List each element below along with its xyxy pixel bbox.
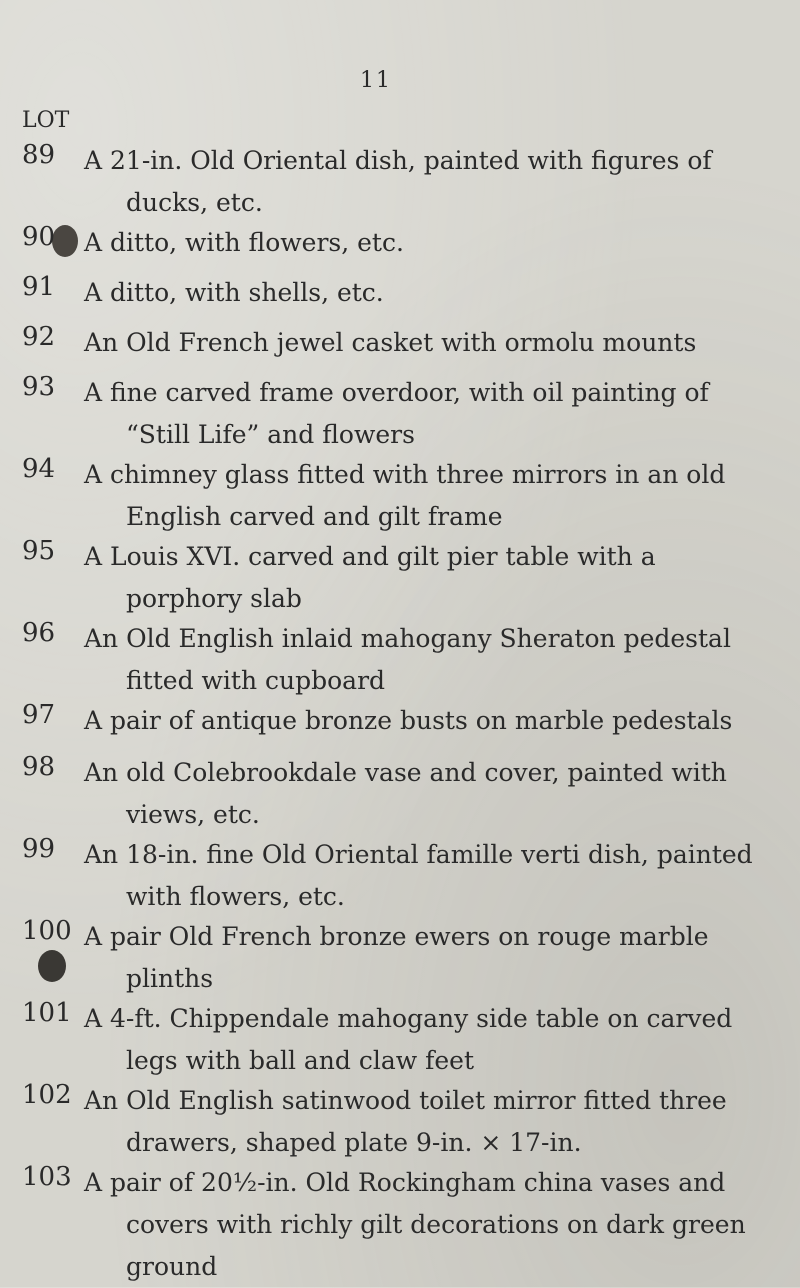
lot-number: 98 <box>22 752 56 782</box>
desc-line: ducks, etc. <box>126 188 263 217</box>
lot-number: 101 <box>22 998 72 1028</box>
lot-description: An Old French jewel casket with ormolu mounts <box>84 328 697 357</box>
lot-number: 92 <box>22 322 56 352</box>
desc-line: drawers, shaped plate 9-in. × 17-in. <box>126 1128 582 1157</box>
desc-line: An 18-in. fine Old Oriental famille verti dish, painted <box>84 840 753 869</box>
lot-number: 97 <box>22 700 56 730</box>
lot-number: 93 <box>22 372 56 402</box>
desc-line: plinths <box>126 964 214 993</box>
desc-line: A 21-in. Old Oriental dish, painted with figures of <box>84 146 712 175</box>
desc-line: A pair of 20½-in. Old Rockingham china vases and <box>84 1168 726 1197</box>
lot-number: 94 <box>22 454 56 484</box>
lot-description <box>84 1162 780 1288</box>
desc-line: A Louis XVI. carved and gilt pier table with a <box>84 542 656 571</box>
lot-description <box>84 1080 780 1164</box>
lot-number: 90 <box>22 222 56 252</box>
lot-description <box>84 998 780 1082</box>
lot-description <box>84 618 770 702</box>
lot-description <box>84 916 780 1000</box>
lot-description <box>84 536 770 620</box>
desc-line: An Old English satinwood toilet mirror fitted three <box>84 1086 727 1115</box>
desc-line: A pair Old French bronze ewers on rouge marble <box>84 922 709 951</box>
desc-line: “Still Life” and flowers <box>126 420 415 449</box>
desc-line: ground <box>126 1252 218 1281</box>
lot-number: 102 <box>22 1080 72 1110</box>
desc-line: views, etc. <box>126 800 260 829</box>
desc-line: covers with richly gilt decorations on dark green <box>126 1210 746 1239</box>
lot-description: A ditto, with shells, etc. <box>84 278 384 307</box>
desc-line: fitted with cupboard <box>126 666 386 695</box>
page-number: 11 <box>360 68 392 93</box>
desc-line: An old Colebrookdale vase and cover, painted with <box>84 758 727 787</box>
lot-description: A pair of antique bronze busts on marble pedestals <box>84 706 733 735</box>
lot-number: 103 <box>22 1162 72 1192</box>
lot-number: 96 <box>22 618 56 648</box>
lot-description: A ditto, with flowers, etc. <box>84 228 404 257</box>
lot-description <box>84 752 770 836</box>
desc-line: English carved and gilt frame <box>126 502 503 531</box>
lot-description <box>84 454 770 538</box>
desc-line: A fine carved frame overdoor, with oil painting of <box>84 378 709 407</box>
lot-number: 99 <box>22 834 56 864</box>
lot-header: LOT <box>22 108 70 133</box>
desc-line: porphory slab <box>126 584 302 613</box>
desc-line: with flowers, etc. <box>126 882 345 911</box>
lot-description <box>84 372 770 456</box>
lot-description <box>84 140 770 224</box>
desc-line: A chimney glass fitted with three mirrors in an old <box>84 460 726 489</box>
lot-number: 95 <box>22 536 56 566</box>
desc-line: legs with ball and claw feet <box>126 1046 474 1075</box>
lot-number: 100 <box>22 916 72 946</box>
lot-number: 91 <box>22 272 56 302</box>
desc-line: An Old English inlaid mahogany Sheraton pedestal <box>84 624 731 653</box>
lot-number: 89 <box>22 140 56 170</box>
lot-description <box>84 834 780 918</box>
stain-spot <box>52 225 78 257</box>
stain-spot <box>38 950 66 982</box>
desc-line: A 4-ft. Chippendale mahogany side table on carved <box>84 1004 733 1033</box>
